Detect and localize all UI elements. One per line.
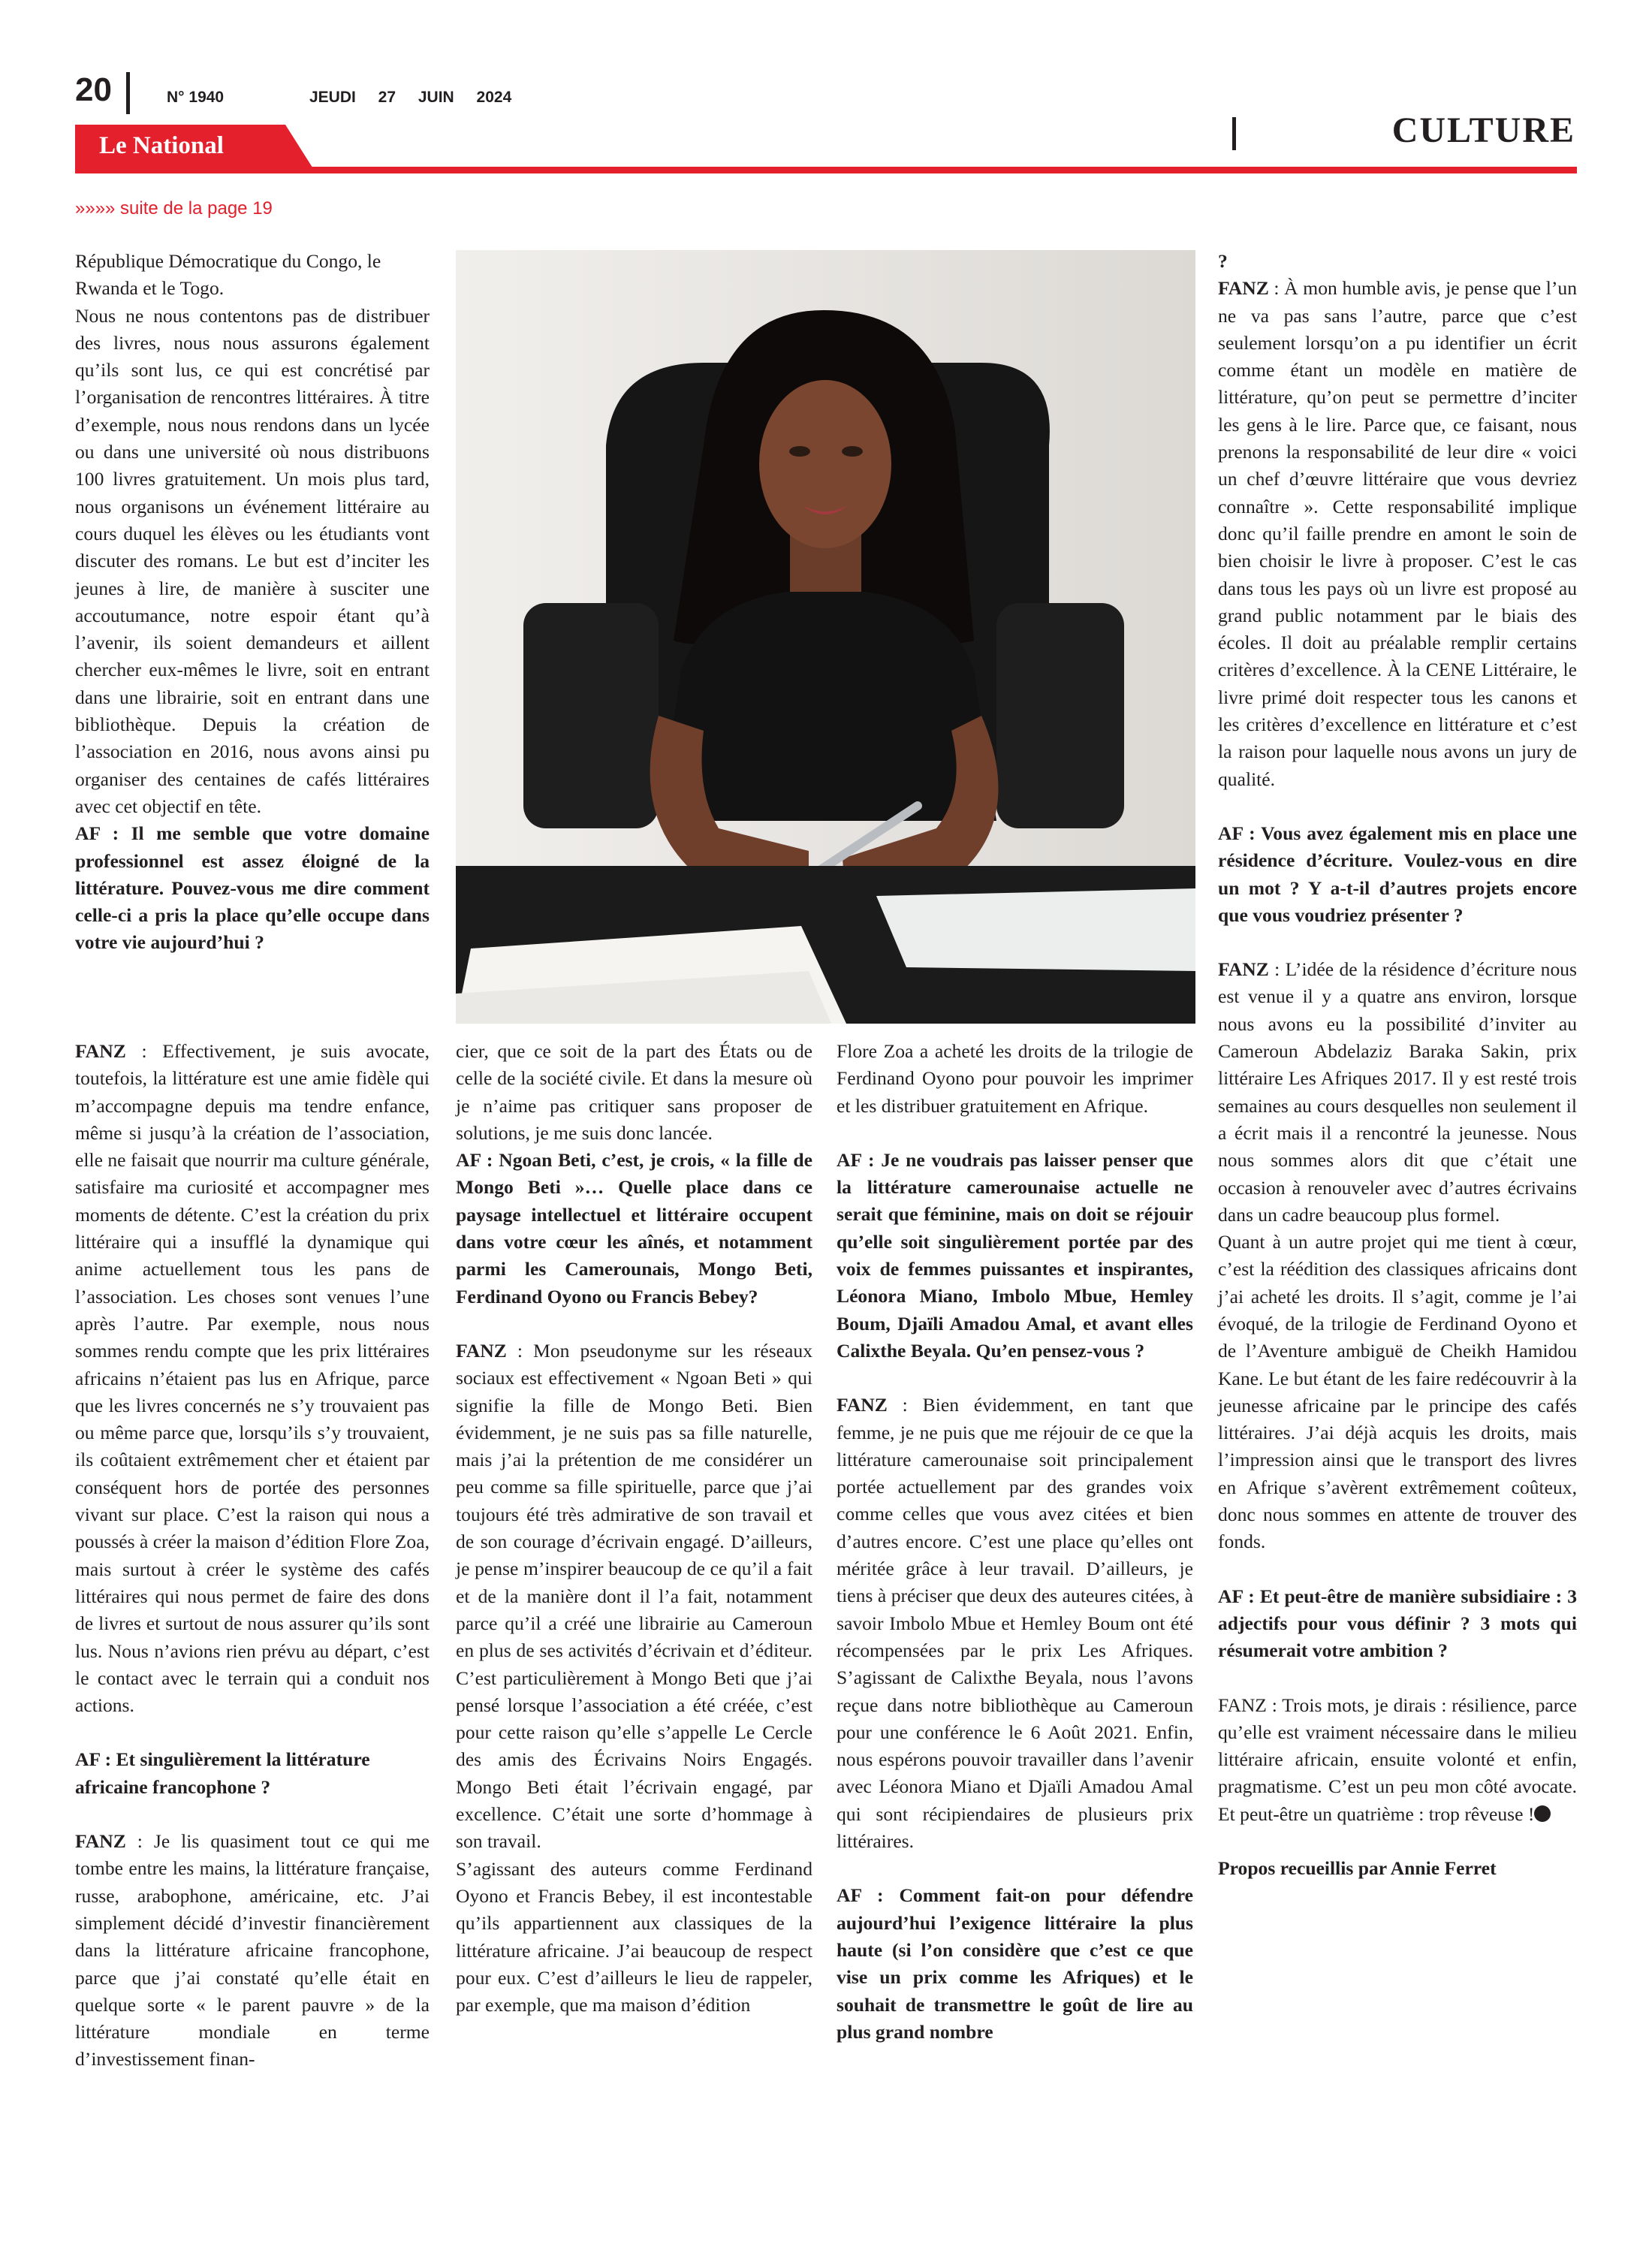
section-title: CULTURE (1391, 110, 1575, 150)
question-end: ? (1218, 250, 1228, 272)
answer-text: : Bien évidemment, en tant que femme, je ne puis que me réjouir de ce que la littérature camerounaise soit principalement portée actuellement par des grandes voix comme celles que vous avez citées et bien d’autres encore. C’est une place qu’elles ont méritée grâce à leur travail. D’ailleurs, je tiens à préciser que deux des auteures citées, à savoir Imbolo Mbue et Hemley Boum ont été récompensées par le prix Les Afriques. S’agissant de Calixthe Beyala, nous l’avons reçue dans notre bibliothèque au Cameroun pour une conférence le 6 Août 2021. Enfin, nous espérons pouvoir travailler dans l’avenir avec Léonora Miano et Djaïli Amadou Amal qui sont récipiendaires de plusieurs prix littéraires. (837, 1394, 1193, 1853)
column-4 (1218, 248, 1577, 1882)
page-number: 20 (75, 71, 112, 108)
paragraph: Flore Zoa a acheté les droits de la trilogie de Ferdinand Oyono pour pouvoir les imprimer et les distribuer gratuitement en Afrique. (837, 1040, 1193, 1117)
question: AF : Et peut-être de manière subsidiaire : 3 adjectifs pour vous définir ? 3 mots qui résumerait votre ambition ? (1218, 1585, 1577, 1662)
speaker-label: FANZ (1218, 958, 1269, 981)
issue-number: N° 1940 (167, 89, 225, 106)
end-of-article-icon (1534, 1805, 1551, 1822)
speaker-label: FANZ (75, 1040, 126, 1062)
question: AF : Et singulièrement la littérature africaine francophone ? (75, 1748, 370, 1798)
answer-text: : Je lis quasiment tout ce qui me tombe entre les mains, la littérature française, russe, arabophone, américaine, etc. J’ai simplement décidé d’investir financièrement dans la littérature africaine francophone, parce que j’ai constaté qu’elle était en quelque sorte « le parent pauvre » de la littérature mondiale en terme d’investissement finan- (75, 1830, 430, 2071)
answer (1218, 1692, 1577, 1828)
header-divider (126, 72, 130, 114)
question: AF : Ngoan Beti, c’est, je crois, « la fille de Mongo Beti »… Quelle place dans ce paysage intellectuel et littéraire occupent dans votre cœur les aînés, et notamment parmi les Camerounais, Mongo Beti, Ferdinand Oyono ou Francis Bebey? (456, 1149, 812, 1307)
column-1-bottom (75, 1038, 430, 2074)
answer (75, 1038, 430, 1719)
column-1-top (75, 248, 430, 957)
answer (837, 1392, 1193, 1855)
paragraph: cier, que ce soit de la part des États ou de celle de la société civile. Et dans la mesure où je n’aime pas critiquer sans proposer de solutions, je me suis donc lancée. (456, 1040, 812, 1144)
answer-text: : À mon humble avis, je pense que l’un ne va pas sans l’autre, parce que c’est seulement lorsqu’on a pu identifier un écrit comme étant un modèle en matière de littérature, qu’on peut se permettre d’inciter les gens à le lire. Parce que, ce faisant, nous prenons la responsabilité de leur dire « voici un chef d’œuvre littéraire que vous devriez connaître ». Cette responsabilité implique donc qu’il faille prendre en amont le soin de bien choisir le livre à proposer. C’est le cas dans tous les pays où un livre est proposé au grand public notamment par le biais des écoles. Il doit au préalable remplir certains critères d’excellence. À la CENE Littéraire, le livre primé doit respecter tous les canons et les critères d’excellence en littérature et c’est la raison pour laquelle nous avons un jury de qualité. (1218, 277, 1577, 790)
paragraph: Quant à un autre projet qui me tient à cœur, c’est la réédition des classiques africains dont j’ai acheté les droits. Il s’agit, comme je l’ai évoqué, de la trilogie de Ferdinand Oyono et de l’Aventure ambiguë de Cheikh Hamidou Kane. Le but étant de les faire redécouvrir à la jeunesse africaine par le principe des cafés littéraires. J’ai déjà acquis les droits, mais l’impression ainsi que le transport des livres en Afrique s’avèrent extrêmement coûteux, donc nous sommes en attente de trouver des fonds. (1218, 1231, 1577, 1553)
column-3 (837, 1038, 1193, 2046)
paragraph: S’agissant des auteurs comme Ferdinand Oyono et Francis Bebey, il est incontestable qu’ils appartiennent aux classiques de la littérature africaine. J’ai beaucoup de respect pour eux. C’est d’ailleurs le lieu de rappeler, par exemple, que ma maison d’édition (456, 1857, 812, 2016)
answer (456, 1338, 812, 1856)
issue-date: JEUDI 27 JUIN 2024 (309, 89, 512, 106)
portrait-photo (456, 250, 1195, 1024)
answer-text: : Effectivement, je suis avocate, toutefois, la littérature est une amie fidèle qui m’accompagne depuis ma tendre enfance, même si jusqu’à la création de l’association, elle ne faisait que nourrir ma culture générale, satisfaire ma curiosité et accompagner mes moments de détente. C’est la création du prix littéraire qui a insufflé la dynamique qui anime actuellement tous les pans de l’association. Les choses sont venues l’une après l’autre. Par exemple, nous nous sommes rendu compte que les prix littéraires africains n’étaient pas lus en Afrique, parce que les livres concernés ne s’y trouvaient pas ou même parce que, lorsqu’ils s’y trouvaient, ils coûtaient extrêmement cher et étaient par conséquent hors de portée des personnes vivant sur place. C’est la raison qui nous a poussés à créer la maison d’édition Flore Zoa, mais surtout à créer le système des cafés littéraires qui nous permet de faire des dons de livres et surtout de nous assurer qu’ils sont lus. Nous n’avions rien prévu au départ, c’est le contact avec le terrain qui a conduit nos actions. (75, 1040, 430, 1717)
answer (75, 1828, 430, 2074)
answer (1218, 956, 1577, 1229)
answer-text: : Mon pseudonyme sur les réseaux sociaux est effectivement « Ngoan Beti » qui signifie la fille de Mongo Beti. Bien évidemment, je ne suis pas sa fille naturelle, mais j’ai la prétention de me considérer un peu comme sa fille spirituelle, parce que j’ai toujours été très admirative de son travail et de son courage d’écrivain engagé. D’ailleurs, je pense m’inspirer beaucoup de ce qu’il a fait et de la manière dont il l’a fait, notamment parce qu’il a créé une librairie au Cameroun en plus de ses activités d’écrivain et d’éditeur. C’est particulièrement à Mongo Beti que j’ai pensé lorsque l’association a été créée, c’est pour cette raison qu’elle s’appelle Le Cercle des amis des Écrivains Noirs Engagés. Mongo Beti était l’écrivain engagé, par excellence. C’était une sorte d’hommage à son travail. (456, 1339, 812, 1853)
speaker-label: FANZ (456, 1339, 507, 1362)
newspaper-logo-text: Le National (99, 132, 224, 159)
question: AF : Il me semble que votre domaine professionnel est assez éloigné de la littérature. Pouvez-vous me dire comment celle-ci a pris la place qu’elle occupe dans votre vie aujourd’hui ? (75, 822, 430, 954)
answer-text: FANZ : Trois mots, je dirais : résilience, parce qu’elle est vraiment nécessaire dans le milieu littéraire africain, ensuite volonté et enfin, pragmatisme. C’est un peu mon côté avocate. Et peut-être un quatrième : trop rêveuse ! (1218, 1694, 1577, 1825)
speaker-label: FANZ (75, 1830, 126, 1853)
byline: Propos recueillis par Annie Ferret (1218, 1857, 1497, 1880)
speaker-label: FANZ (837, 1394, 888, 1416)
column-2 (456, 1038, 812, 2019)
paragraph: Nous ne nous contentons pas de distribuer des livres, nous nous assurons également qu’ils sont lus, ce qui est concrétisé par l’organisation de rencontres littéraires. À titre d’exemple, nous nous rendons dans un lycée ou dans une université où nous distribuons 100 livres gratuitement. Un mois plus tard, nous organisons un événement littéraire au cours duquel les élèves ou les étudiants vont discuter des romans. Le but est d’inciter les jeunes à lire, de manière à susciter une accoutumance, notre espoir étant qu’à l’avenir, ils soient demandeurs et aillent chercher eux-mêmes le livre, soit en entrant dans une librairie, soit en entrant dans une bibliothèque. Depuis la création de l’association en 2016, nous avons ainsi pu organiser des centaines de cafés littéraires avec cet objectif en tête. (75, 304, 430, 817)
question: AF : Vous avez également mis en place une résidence d’écriture. Voulez-vous en dire un mot ? Y a-t-il d’autres projets encore que vous voudriez présenter ? (1218, 822, 1577, 926)
answer (1218, 275, 1577, 793)
header-rule (75, 167, 1577, 173)
section-divider (1232, 117, 1236, 150)
question: AF : Comment fait-on pour défendre aujourd’hui l’exigence littéraire la plus haute (si l’on considère que c’est ce que vise un prix comme les Afriques) et le souhait de transmettre le goût de lire au plus grand nombre (837, 1884, 1193, 2043)
portrait-illustration (456, 250, 1195, 1024)
answer-text: : L’idée de la résidence d’écriture nous est venue il y a quatre ans environ, lorsque nous avons eu la possibilité d’inviter au Cameroun Abdelaziz Baraka Sakin, prix littéraire Les Afriques 2017. Il y est resté trois semaines au cours desquelles non seulement il a écrit mais il a rencontré la jeunesse. Nous nous sommes alors dit que c’était une occasion à renouveler avec d’autres écrivains dans un cadre beaucoup plus formel. (1218, 958, 1577, 1226)
speaker-label: FANZ (1218, 277, 1269, 300)
continued-from: »»»» suite de la page 19 (75, 198, 273, 219)
paragraph: République Démocratique du Congo, le Rwanda et le Togo. (75, 250, 381, 300)
question: AF : Je ne voudrais pas laisser penser que la littérature camerounaise actuelle ne serait que féminine, mais on doit se réjouir qu’elle soit singulièrement portée par des voix de femmes puissantes et inspirantes, Léonora Miano, Imbolo Mbue, Hemley Boum, Djaïli Amadou Amal, et avant elles Calixthe Beyala. Qu’en pensez-vous ? (837, 1148, 1193, 1362)
